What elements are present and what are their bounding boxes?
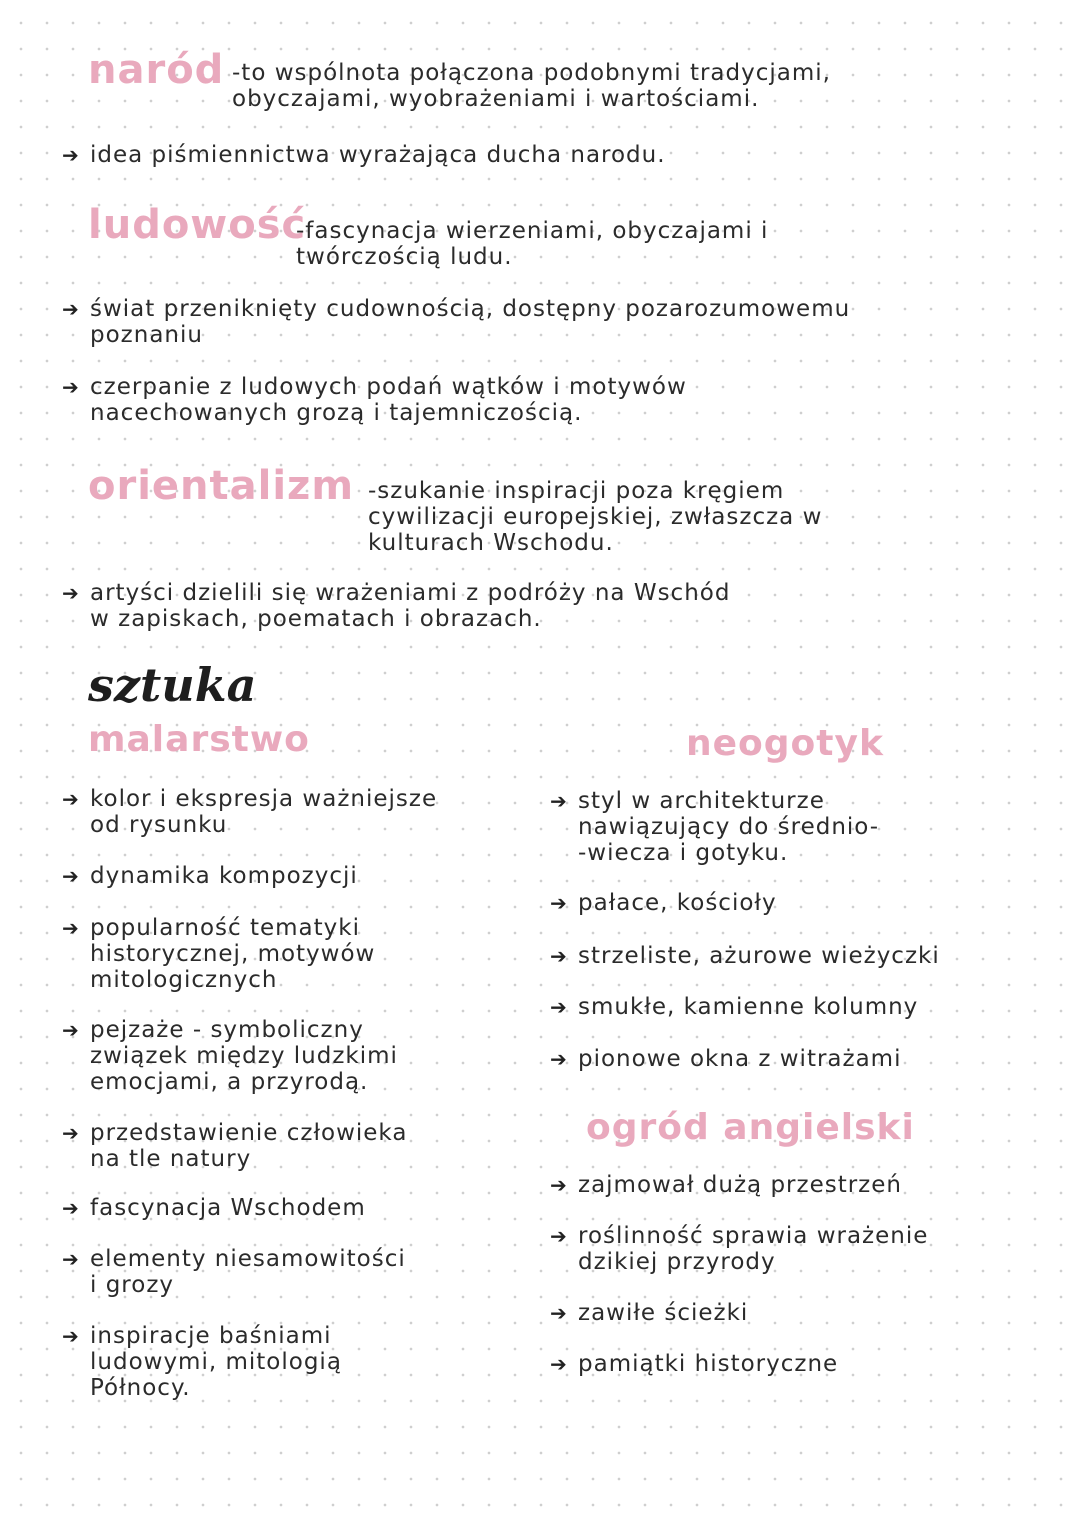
definition-narod: -to wspólnota połączona podobnymi tradycjami, obyczajami, wyobrażeniami i wartościami. <box>232 60 831 112</box>
section-title-sztuka: sztuka <box>88 658 257 712</box>
arrow-right-icon: ➔ <box>550 891 567 915</box>
arrow-right-icon: ➔ <box>62 1018 79 1042</box>
arrow-right-icon: ➔ <box>550 944 567 968</box>
list-item: ➔ artyści dzielili się wrażeniami z podróży na Wschód w zapiskach, poematach i obrazach. <box>62 580 731 632</box>
arrow-right-icon: ➔ <box>550 1173 567 1197</box>
definition-orientalizm: -szukanie inspiracji poza kręgiem cywilizacji europejskiej, zwłaszcza w kulturach Wschodu. <box>368 478 823 556</box>
arrow-right-icon: ➔ <box>62 581 79 605</box>
list-item: ➔ świat przeniknięty cudownością, dostępny pozarozumowemu poznaniu <box>62 296 851 348</box>
arrow-right-icon: ➔ <box>62 916 79 940</box>
arrow-right-icon: ➔ <box>62 375 79 399</box>
heading-malarstwo: malarstwo <box>88 719 310 760</box>
list-item: ➔ pałace, kościoły <box>550 890 777 916</box>
list-item: ➔ pamiątki historyczne <box>550 1351 839 1377</box>
term-narod: naród <box>88 47 225 93</box>
arrow-right-icon: ➔ <box>550 789 567 813</box>
list-item: ➔ fascynacja Wschodem <box>62 1195 366 1221</box>
arrow-right-icon: ➔ <box>62 297 79 321</box>
list-item: ➔ kolor i ekspresja ważniejsze od rysunku <box>62 786 438 838</box>
arrow-right-icon: ➔ <box>62 787 79 811</box>
list-item: ➔ roślinność sprawia wrażenie dzikiej przyrody <box>550 1223 929 1275</box>
arrow-right-icon: ➔ <box>550 1352 567 1376</box>
list-item: ➔ zajmował dużą przestrzeń <box>550 1172 902 1198</box>
arrow-right-icon: ➔ <box>550 1047 567 1071</box>
arrow-right-icon: ➔ <box>62 1247 79 1271</box>
arrow-right-icon: ➔ <box>62 864 79 888</box>
arrow-right-icon: ➔ <box>62 1196 79 1220</box>
arrow-right-icon: ➔ <box>550 1224 567 1248</box>
arrow-right-icon: ➔ <box>550 1301 567 1325</box>
list-item: ➔ styl w architekturze nawiązujący do średnio- -wiecza i gotyku. <box>550 788 880 866</box>
list-item: ➔ popularność tematyki historycznej, motywów mitologicznych <box>62 915 376 993</box>
term-ludowosc: ludowość <box>88 202 307 248</box>
list-item: ➔ dynamika kompozycji <box>62 863 358 889</box>
list-item: ➔ smukłe, kamienne kolumny <box>550 994 919 1020</box>
arrow-right-icon: ➔ <box>62 143 79 167</box>
arrow-right-icon: ➔ <box>62 1324 79 1348</box>
list-item: ➔ elementy niesamowitości i grozy <box>62 1246 406 1298</box>
arrow-right-icon: ➔ <box>550 995 567 1019</box>
definition-ludowosc: -fascynacja wierzeniami, obyczajami i twórczością ludu. <box>296 218 769 270</box>
heading-ogrod-angielski: ogród angielski <box>586 1107 915 1148</box>
list-item: ➔ pejzaże - symboliczny związek między ludzkimi emocjami, a przyrodą. <box>62 1017 398 1095</box>
list-item: ➔ czerpanie z ludowych podań wątków i motywów nacechowanych grozą i tajemniczością. <box>62 374 687 426</box>
list-item: ➔ idea piśmiennictwa wyrażająca ducha narodu. <box>62 142 666 168</box>
list-item: ➔ inspiracje baśniami ludowymi, mitologią Północy. <box>62 1323 342 1401</box>
list-item: ➔ strzeliste, ażurowe wieżyczki <box>550 943 940 969</box>
list-item: ➔ przedstawienie człowieka na tle natury <box>62 1120 408 1172</box>
list-item: ➔ pionowe okna z witrażami <box>550 1046 902 1072</box>
heading-neogotyk: neogotyk <box>686 723 884 764</box>
arrow-right-icon: ➔ <box>62 1121 79 1145</box>
list-item: ➔ zawiłe ścieżki <box>550 1300 749 1326</box>
term-orientalizm: orientalizm <box>88 463 355 509</box>
